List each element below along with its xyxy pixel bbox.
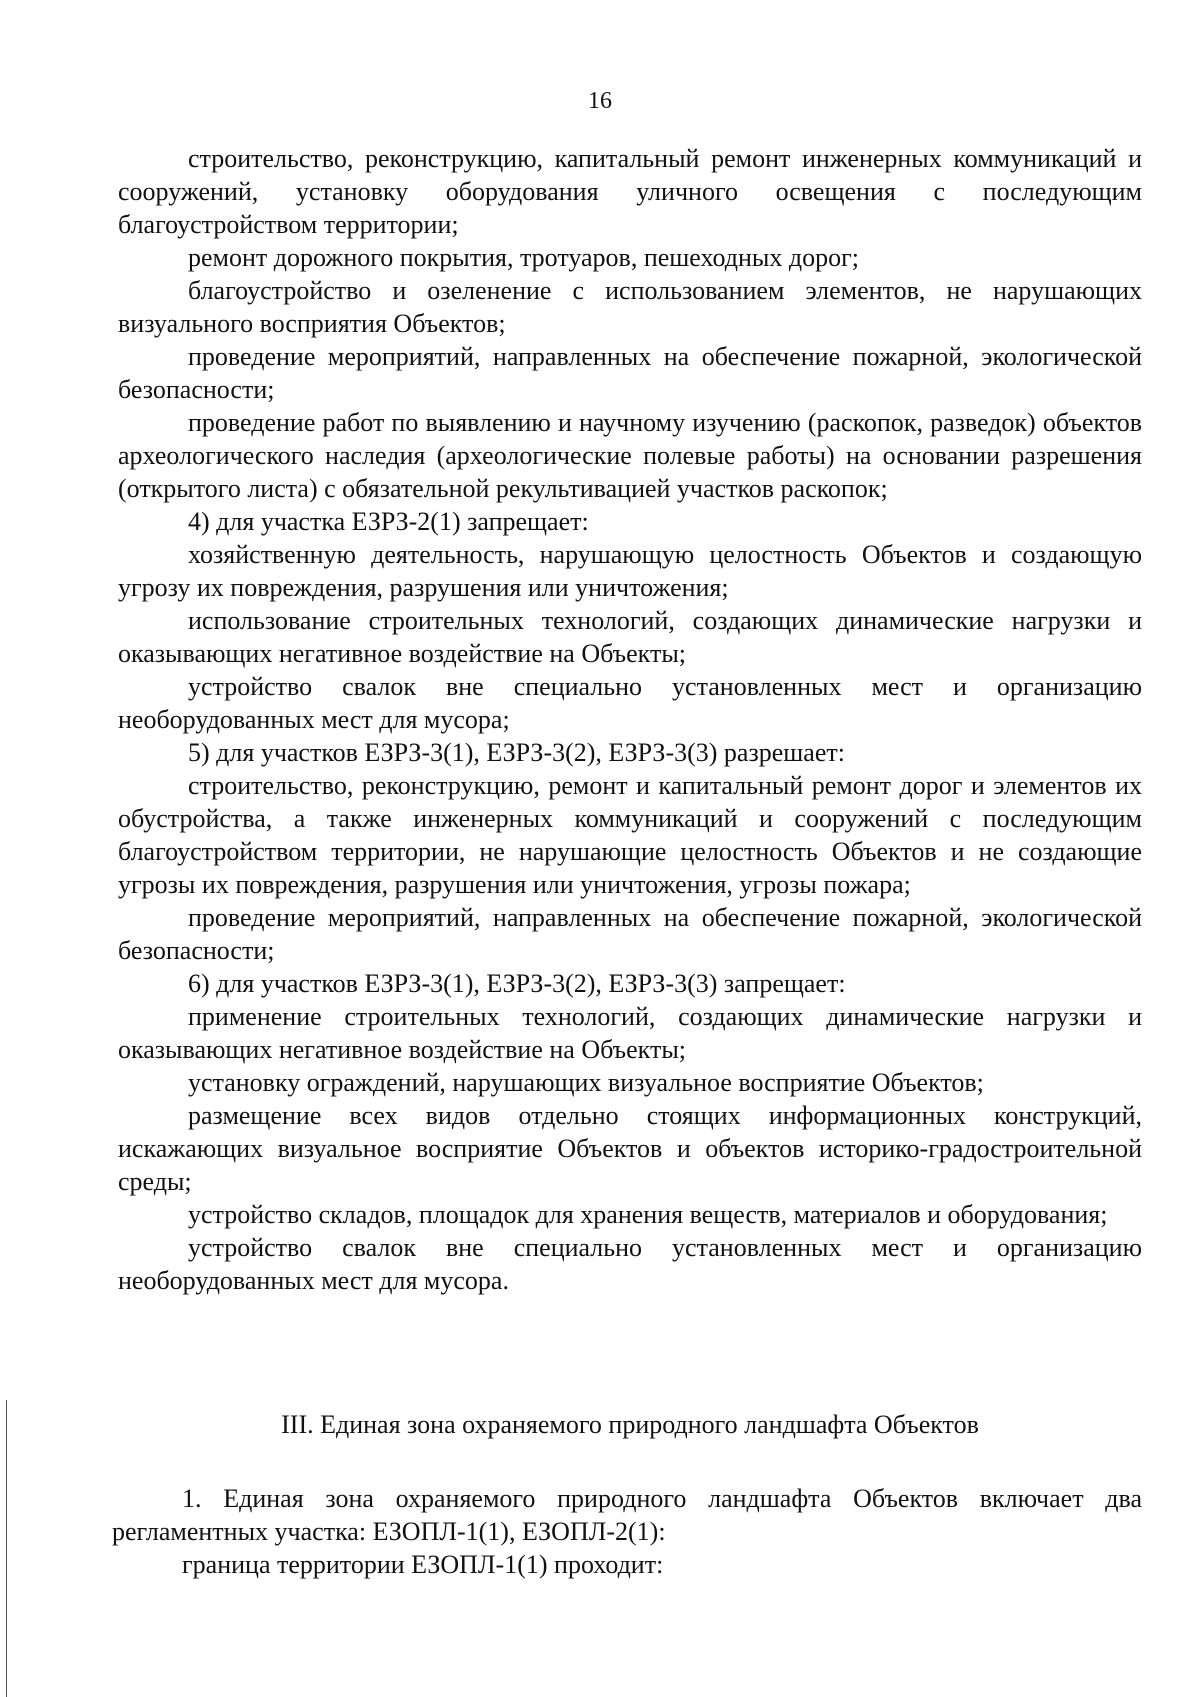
paragraph: использование строительных технологий, создающих динамические нагрузки и оказывающих негативное воздействие на Объекты; (118, 606, 1142, 668)
paragraph: проведение мероприятий, направленных на обеспечение пожарной, экологической безопасности; (118, 903, 1142, 965)
paragraph: граница территории ЕЗОПЛ-1(1) проходит: (182, 1550, 664, 1579)
paragraph: благоустройство и озеленение с использованием элементов, не нарушающих визуального восприятия Объектов; (118, 276, 1142, 338)
body-text (118, 142, 1142, 1297)
section-heading: III. Единая зона охраняемого природного ландшафта Объектов (281, 1410, 979, 1439)
paragraph: хозяйственную деятельность, нарушающую целостность Объектов и создающую угрозу их повреждения, разрушения или уничтожения; (118, 540, 1142, 602)
paragraph: установку ограждений, нарушающих визуальное восприятие Объектов; (188, 1068, 984, 1097)
section-text (112, 1482, 1142, 1581)
paragraph: ремонт дорожного покрытия, тротуаров, пешеходных дорог; (188, 243, 859, 272)
paragraph: устройство свалок вне специально установленных мест и организацию необорудованных мест для мусора; (118, 672, 1142, 734)
page-number: 16 (588, 88, 612, 114)
paragraph: проведение мероприятий, направленных на обеспечение пожарной, экологической безопасности; (118, 342, 1142, 404)
paragraph: проведение работ по выявлению и научному изучению (раскопок, разведок) объектов археологического наследия (археологические полевые работы) на основании разрешения (открытого листа) с обязательной рекультивацией участков раскопок; (118, 408, 1142, 503)
paragraph: устройство свалок вне специально установленных мест и организацию необорудованных мест для мусора. (118, 1233, 1142, 1295)
paragraph: 1. Единая зона охраняемого природного ландшафта Объектов включает два регламентных участка: ЕЗОПЛ-1(1), ЕЗОПЛ-2(1): (112, 1484, 1142, 1546)
paragraph: 5) для участков ЕЗРЗ-3(1), ЕЗРЗ-3(2), ЕЗРЗ-3(3) разрешает: (188, 738, 845, 767)
paragraph: применение строительных технологий, создающих динамические нагрузки и оказывающих негативное воздействие на Объекты; (118, 1002, 1142, 1064)
paragraph: устройство складов, площадок для хранения веществ, материалов и оборудования; (188, 1200, 1108, 1229)
paragraph: 4) для участка ЕЗРЗ-2(1) запрещает: (188, 507, 589, 536)
paragraph: размещение всех видов отдельно стоящих информационных конструкций, искажающих визуальное восприятие Объектов и объектов историко-градостроительной среды; (118, 1101, 1142, 1196)
paragraph: строительство, реконструкцию, ремонт и капитальный ремонт дорог и элементов их обустройства, а также инженерных коммуникаций и сооружений с последующим благоустройством территории, не нарушающие целостность Объектов и не создающие угрозы их повреждения, разрушения или уничтожения, угрозы пожара; (118, 771, 1142, 899)
paragraph: 6) для участков ЕЗРЗ-3(1), ЕЗРЗ-3(2), ЕЗРЗ-3(3) запрещает: (188, 969, 846, 998)
scan-margin-line (6, 1400, 7, 1697)
paragraph: строительство, реконструкцию, капитальный ремонт инженерных коммуникаций и сооружений, установку оборудования уличного освещения с последующим благоустройством территории; (118, 144, 1142, 239)
